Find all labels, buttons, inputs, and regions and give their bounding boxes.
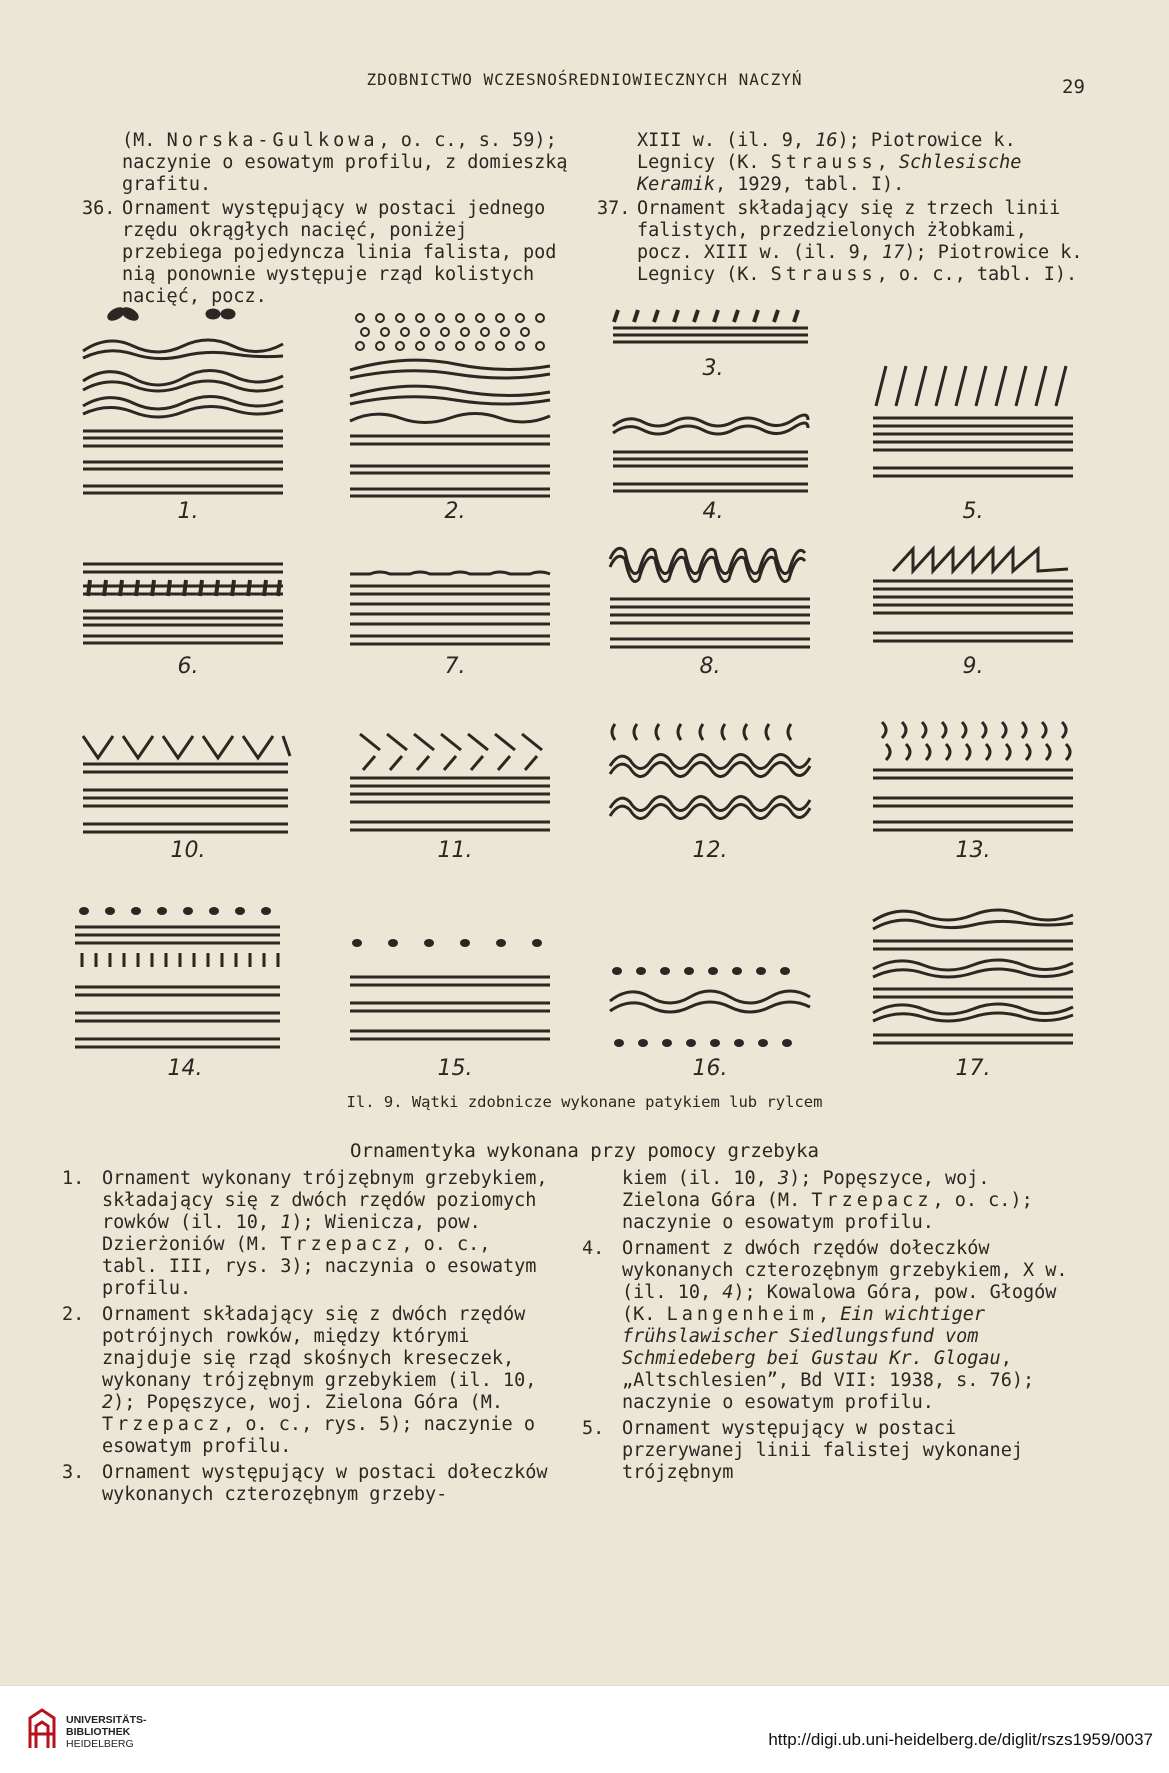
ornament-2-drawing bbox=[345, 306, 565, 501]
ornament-11-drawing bbox=[345, 726, 565, 841]
ornament-figure bbox=[60, 296, 1090, 1086]
ornament-15 bbox=[345, 901, 565, 1081]
continuation-paragraph: XIII w. (il. 9, 16); Piotrowice k. Legnicy (K. Strauss, Schlesische Keramik, 1929, tabl. I). bbox=[637, 130, 1022, 195]
ornament-6 bbox=[78, 556, 298, 679]
ornament-12 bbox=[605, 716, 815, 863]
entry-number: 37. bbox=[597, 198, 631, 219]
ornament-17-drawing bbox=[868, 901, 1078, 1061]
ornament-1-drawing bbox=[78, 306, 298, 501]
author-name: Norska-Gulkowa bbox=[166, 130, 379, 151]
ornament-label: 17. bbox=[955, 1056, 991, 1081]
lower-left-column bbox=[62, 1168, 552, 1506]
ornament-16-drawing bbox=[605, 901, 815, 1061]
ornament-label: 15. bbox=[437, 1056, 473, 1081]
ornament-label: 13. bbox=[955, 838, 991, 863]
library-name-line: UNIVERSITÄTS- bbox=[66, 1714, 147, 1726]
ornament-12-drawing bbox=[605, 716, 815, 841]
comb-entry-1: 1. Ornament wykonany trójzębnym grzebykiem, składający się z dwóch rzędów poziomych rowków (il. 10, 1); Wienicza, pow. Dzierżoniów (M. Trzepacz, o. c., tabl. III, rys. 3); naczynia o esowatym profilu. bbox=[62, 1168, 548, 1299]
ornament-label: 16. bbox=[692, 1056, 728, 1081]
ornament-label: 2. bbox=[444, 499, 466, 524]
top-left-column bbox=[82, 130, 570, 308]
ornament-label: 5. bbox=[962, 499, 984, 524]
author-name: Strauss bbox=[770, 264, 877, 285]
ornament-label: 14. bbox=[167, 1056, 203, 1081]
ornament-7 bbox=[345, 556, 565, 679]
section-heading: Ornamentyka wykonana przy pomocy grzebyka bbox=[350, 1140, 819, 1162]
library-name-line: HEIDELBERG bbox=[66, 1738, 134, 1750]
ornament-label: 9. bbox=[962, 654, 984, 679]
ornament-3-drawing bbox=[608, 306, 818, 361]
ornament-4 bbox=[608, 406, 818, 524]
ornament-1 bbox=[78, 306, 298, 524]
entry-number: 3. bbox=[62, 1462, 85, 1483]
ornament-16 bbox=[605, 901, 815, 1081]
ornament-8 bbox=[605, 541, 815, 679]
ornament-13-drawing bbox=[868, 716, 1078, 841]
ornament-8-drawing bbox=[605, 541, 815, 656]
digital-library-footer bbox=[0, 1685, 1169, 1773]
author-name: Trzepacz bbox=[102, 1414, 224, 1435]
ornament-label: 11. bbox=[437, 838, 473, 863]
top-right-column bbox=[597, 130, 1085, 286]
ornament-15-drawing bbox=[345, 901, 565, 1061]
entry-number: 4. bbox=[582, 1238, 605, 1259]
entry-number: 36. bbox=[82, 198, 116, 219]
library-name-line: BIBLIOTHEK bbox=[66, 1726, 131, 1738]
author-name: Strauss bbox=[770, 152, 877, 173]
ornament-7-drawing bbox=[345, 556, 565, 656]
entry-37: 37. Ornament składający się z trzech linii falistych, przedzielonych żłobkami, pocz. XIII w. (il. 9, 17); Piotrowice k. Legnicy (K. Strauss, o. c., tabl. I). bbox=[597, 198, 1083, 285]
entry-number: 5. bbox=[582, 1418, 605, 1439]
continuation-paragraph: kiem (il. 10, 3); Popęszyce, woj. Zielona Góra (M. Trzepacz, o. c.); naczynie o esowatym profilu. bbox=[622, 1168, 1033, 1233]
ornament-label: 7. bbox=[444, 654, 466, 679]
ornament-3 bbox=[608, 306, 818, 381]
author-name: Langenheim bbox=[666, 1304, 818, 1325]
entry-36: 36. Ornament występujący w postaci jednego rzędu okrągłych nacięć, poniżej przebiega pojedyncza linia falista, pod nią ponownie występuje rząd kolistych nacięć, pocz. bbox=[82, 198, 557, 307]
ornament-14-drawing bbox=[70, 901, 300, 1061]
ornament-6-drawing bbox=[78, 556, 298, 656]
ornament-label: 12. bbox=[692, 838, 728, 863]
library-name bbox=[66, 1714, 147, 1750]
ornament-10-drawing bbox=[78, 726, 298, 841]
ornament-9 bbox=[868, 541, 1078, 679]
ornament-5-drawing bbox=[868, 356, 1078, 496]
ornament-label: 8. bbox=[699, 654, 721, 679]
entry-number: 2. bbox=[62, 1304, 85, 1325]
ornament-5 bbox=[868, 356, 1078, 524]
ornament-10 bbox=[78, 726, 298, 863]
ornament-9-drawing bbox=[868, 541, 1078, 656]
continuation-paragraph: (M. Norska-Gulkowa, o. c., s. 59); naczynie o esowatym profilu, z domieszką grafitu. bbox=[122, 130, 568, 195]
library-logo-icon[interactable] bbox=[26, 1708, 58, 1752]
lower-right-column bbox=[582, 1168, 1077, 1484]
author-name: Trzepacz bbox=[811, 1190, 933, 1211]
page-number: 29 bbox=[1062, 76, 1085, 98]
entry-number: 1. bbox=[62, 1168, 85, 1189]
author-name: Trzepacz bbox=[280, 1234, 402, 1255]
work-title: Ein wichtiger frühslawischer Siedlungsfund vom Schmiedeberg bei Gustau Kr. Glogau bbox=[622, 1304, 1001, 1369]
ornament-4-drawing bbox=[608, 406, 818, 501]
ornament-2 bbox=[345, 306, 565, 524]
comb-entry-5: 5. Ornament występujący w postaci przerywanej linii falistej wykonanej trójzębnym bbox=[582, 1418, 1023, 1483]
ornament-17 bbox=[868, 901, 1078, 1081]
ornament-label: 10. bbox=[170, 838, 206, 863]
source-url-link[interactable]: http://digi.ub.uni-heidelberg.de/diglit/rszs1959/0037 bbox=[768, 1730, 1153, 1749]
work-title: Schlesische Keramik bbox=[637, 152, 1022, 195]
comb-entry-4: 4. Ornament z dwóch rzędów dołeczków wykonanych czterozębnym grzebykiem, X w. (il. 10, 4); Kowalowa Góra, pow. Głogów (K. Langenheim, Ein wichtiger frühslawischer Siedlungsfund vom Schmiedeberg bei Gustau Kr. Glogau, „Altschlesien”, Bd VII: 1938, s. 76); naczynie o esowatym profilu. bbox=[582, 1238, 1068, 1413]
comb-entry-3: 3. Ornament występujący w postaci dołeczków wykonanych czterozębnym grzeby- bbox=[62, 1462, 548, 1505]
comb-entry-2: 2. Ornament składający się z dwóch rzędów potrójnych rowków, między którymi znajduje się rząd skośnych kreseczek, wykonany trójzębnym grzebykiem (il. 10, 2); Popęszyce, woj. Zielona Góra (M. Trzepacz, o. c., rys. 5); naczynie o esowatym profilu. bbox=[62, 1304, 537, 1457]
ornament-13 bbox=[868, 716, 1078, 863]
ornament-label: 3. bbox=[702, 356, 724, 381]
figure-caption: Il. 9. Wątki zdobnicze wykonane patykiem lub rylcem bbox=[346, 1093, 823, 1111]
running-title: ZDOBNICTWO WCZESNOŚREDNIOWIECZNYCH NACZYŃ bbox=[366, 70, 803, 89]
ornament-label: 1. bbox=[177, 499, 199, 524]
ornament-11 bbox=[345, 726, 565, 863]
ornament-14 bbox=[70, 901, 300, 1081]
ornament-label: 4. bbox=[702, 499, 724, 524]
ornament-label: 6. bbox=[177, 654, 199, 679]
